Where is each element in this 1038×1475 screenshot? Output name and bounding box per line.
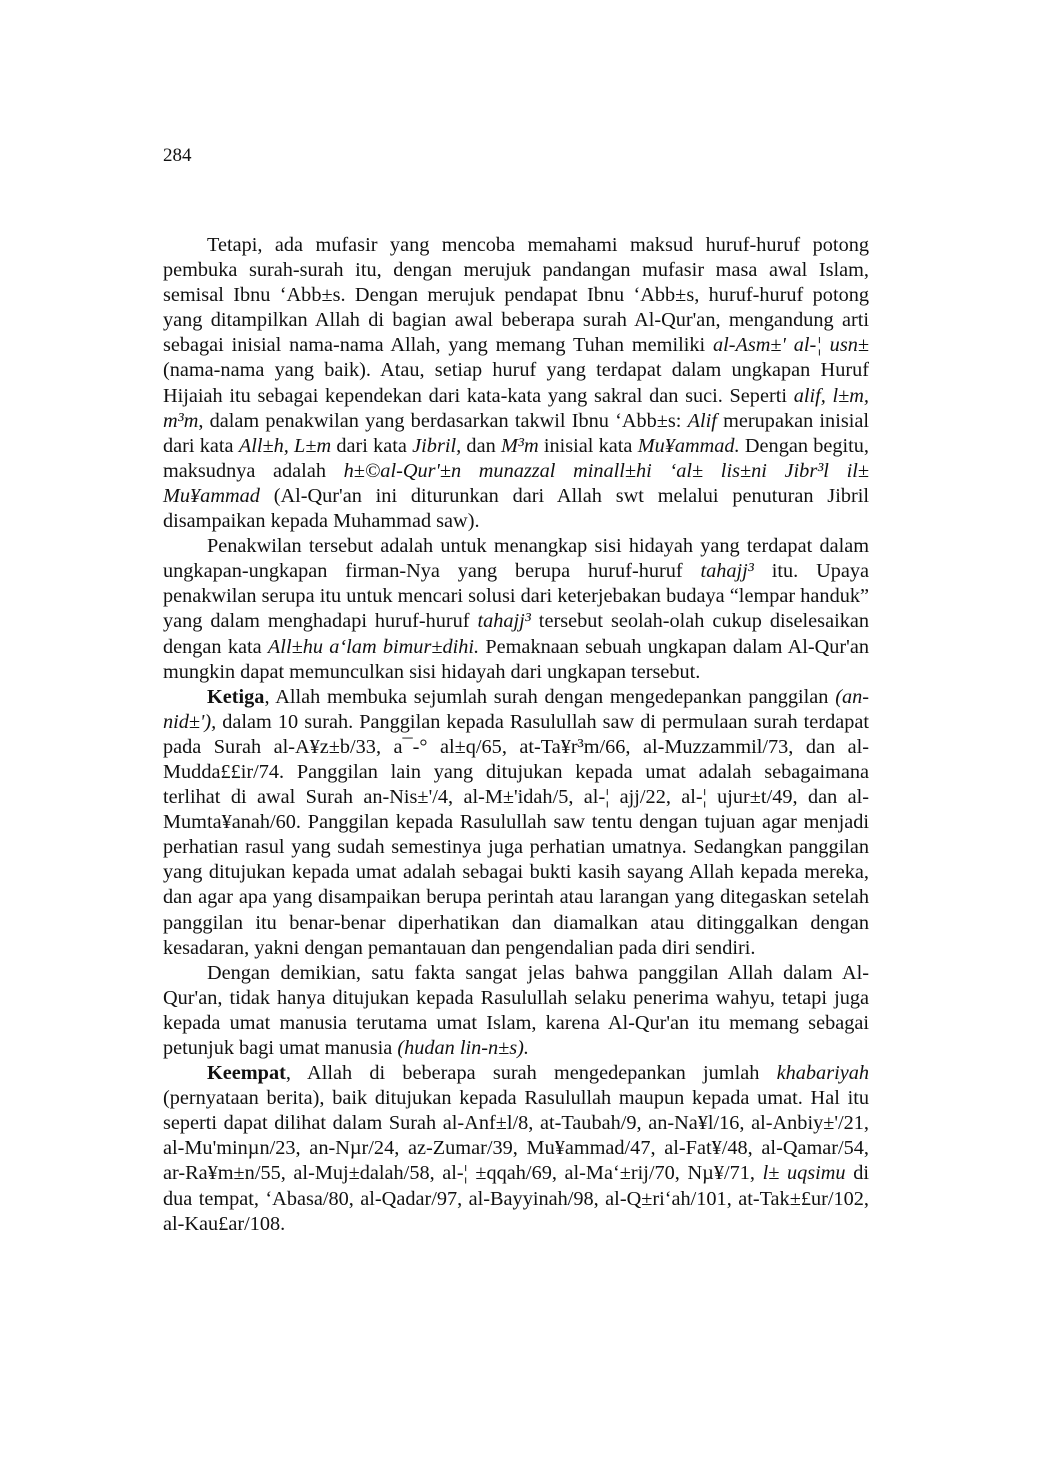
italic-term: tahajj³ [700, 560, 754, 583]
paragraph [163, 1061, 869, 1237]
text-run: (nama-nama yang baik). Atau, setiap huruf yang terdapat dalam ungkapan Huruf Hijaiah itu sebagai kependekan dari kata-kata yang sakral dan suci. Seperti [163, 359, 869, 407]
text-run: dan [461, 434, 501, 457]
text-run: , Allah membuka sejumlah surah dengan mengedepankan panggilan [264, 685, 836, 708]
text-run: merupakan inisial dari kata [163, 409, 869, 457]
italic-term: (an-nid±'), [163, 685, 869, 733]
text-run: di dua tempat, ‘Abasa/80, al-Qadar/97, al-Bayyinah/98, al-Q±ri‘ah/101, at-Tak±£ur/102, al-Kau£ar/108. [163, 1162, 869, 1235]
body-text [163, 233, 869, 1237]
italic-term: h±©al-Qur'±n munazzal minall±hi ‘al± lis±ni Jibr³l il± Mu¥ammad [163, 459, 869, 507]
bold-heading: Ketiga [207, 685, 265, 708]
text-run: Tetapi, ada mufasir yang mencoba memahami maksud huruf-huruf potong pembuka surah-surah itu, dengan merujuk pandangan mufasir masa awal Islam, semisal Ibnu ‘Abb±s. Dengan merujuk pendapat Ibnu ‘Abb±s, huruf-huruf potong yang ditampilkan Allah di bagian awal beberapa surah Al-Qur'an, mengandung arti sebagai inisial nama-nama Allah, yang memang Tuhan memiliki [163, 234, 869, 357]
text-run: (Al-Qur'an ini diturunkan dari Allah swt melalui penuturan Jibril disampaikan kepada Muhammad saw). [163, 484, 869, 533]
italic-term: alif, l±m, m³m [163, 384, 869, 432]
paragraph [163, 685, 869, 961]
paragraph [163, 961, 869, 1061]
italic-term: Mu¥ammad. [637, 434, 740, 457]
italic-term: khabariyah [776, 1062, 869, 1085]
italic-term: All±hu a‘lam bimur±dihi. [267, 635, 480, 658]
text-run: Dengan begitu, maksudnya adalah [163, 434, 869, 482]
text-run: , Allah di beberapa surah mengedepankan jumlah [285, 1062, 777, 1085]
paragraph [163, 233, 869, 534]
italic-term: Jibril, [412, 434, 462, 457]
text-run: Penakwilan tersebut adalah untuk menangkap sisi hidayah yang terdapat dalam ungkapan-ungkapan firman-Nya yang berupa huruf-huruf [163, 535, 869, 583]
text-run: dari kata [331, 434, 413, 457]
italic-term: M³m [500, 434, 539, 457]
text-run: , dalam penakwilan yang berdasarkan takwil Ibnu ‘Abb±s: [198, 409, 688, 432]
italic-term: al-Asm±' al-¦ usn± [712, 334, 869, 357]
page-number: 284 [163, 145, 192, 166]
italic-term: tahajj³ [477, 610, 531, 633]
text-run: (pernyataan berita), baik ditujukan kepada Rasulullah maupun kepada umat. Hal itu seperti dapat dilihat dalam Surah al-Anf±l/8, at-Taubah/9, an-Na¥l/16, al-Anbiy±'/21, al-Mu'minµn/23, an-Nµr/24, az-Zumar/39, Mu¥ammad/47, al-Fat¥/48, al-Qamar/54, ar-Ra¥m±n/55, al-Muj±dalah/58, al-¦ ±qqah/69, al-Ma‘±rij/70, Nµ¥/71, [163, 1087, 869, 1185]
text-run: dalam 10 surah. Panggilan kepada Rasulullah saw di permulaan surah terdapat pada Surah al-A¥z±b/33, a¯-° al±q/65, at-Ta¥r³m/66, al-Muzzammil/73, dan al-Mudda££ir/74. Panggilan lain yang ditujukan kepada umat adalah sebagaimana terlihat di awal Surah an-Nis±'/4, al-M±'idah/5, al-¦ ajj/22, al-¦ ujur±t/49, dan al-Mumta¥anah/60. Panggilan kepada Rasulullah saw tentu dengan tujuan agar menjadi perhatian rasul yang sudah semestinya juga perhatian umatnya. Sedangkan panggilan yang ditujukan kepada umat adalah sebagai bukti kasih sayang Allah kepada mereka, dan agar apa yang disampaikan berupa perintah atau larangan yang ditegaskan setelah panggilan itu benar-benar diperhatikan dan diamalkan atau ditinggalkan dengan kesadaran, yakni dengan pemantauan dan pengendalian pada diri sendiri. [163, 710, 869, 959]
text-run: Dengan demikian, satu fakta sangat jelas bahwa panggilan Allah dalam Al-Qur'an, tidak hanya ditujukan kepada Rasulullah selaku penerima wahyu, tetapi juga kepada umat manusia terutama umat Islam, karena Al-Qur'an itu memang sebagai petunjuk bagi umat manusia [163, 961, 869, 1059]
bold-heading: Keempat [207, 1062, 286, 1085]
text-run: inisial kata [538, 434, 638, 457]
paragraph [163, 534, 869, 685]
italic-term: (hudan lin-n±s). [397, 1037, 530, 1059]
text-run: Pemaknaan sebuah ungkapan dalam Al-Qur'an mungkin dapat memunculkan sisi hidayah dari ungkapan tersebut. [163, 635, 869, 683]
italic-term: Alif [687, 409, 717, 432]
text-run: tersebut seolah-olah cukup diselesaikan dengan kata [163, 610, 869, 658]
italic-term: l± uqsimu [762, 1162, 846, 1185]
text-run: itu. Upaya penakwilan serupa itu untuk mencari solusi dari keterjebakan budaya “lempar handuk” yang dalam menghadapi huruf-huruf [163, 560, 869, 633]
italic-term: All±h, L±m [238, 434, 332, 457]
